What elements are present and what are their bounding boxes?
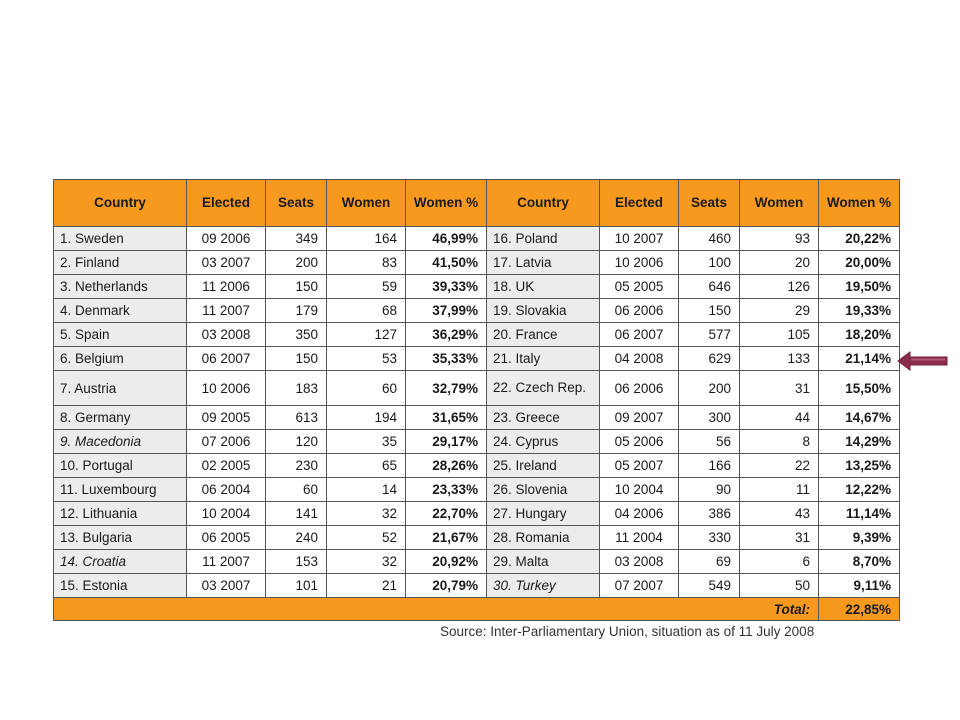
women-pct-cell: 9,11% [819, 574, 900, 598]
women-cell: 53 [327, 347, 406, 371]
seats-cell: 153 [266, 550, 327, 574]
seats-cell: 230 [266, 454, 327, 478]
women-pct-cell: 9,39% [819, 526, 900, 550]
country-cell: 20. France [487, 323, 600, 347]
seats-cell: 349 [266, 227, 327, 251]
country-cell: 18. UK [487, 275, 600, 299]
women-cell: 21 [327, 574, 406, 598]
elected-cell: 06 2006 [600, 371, 679, 406]
seats-cell: 150 [266, 275, 327, 299]
women-cell: 52 [327, 526, 406, 550]
women-pct-cell: 36,29% [406, 323, 487, 347]
table-row [54, 227, 900, 251]
seats-cell: 577 [679, 323, 740, 347]
country-cell: 24. Cyprus [487, 430, 600, 454]
women-pct-cell: 14,67% [819, 406, 900, 430]
elected-cell: 11 2007 [187, 299, 266, 323]
table-row [54, 454, 900, 478]
women-pct-cell: 12,22% [819, 478, 900, 502]
seats-cell: 179 [266, 299, 327, 323]
country-cell: 25. Ireland [487, 454, 600, 478]
elected-cell: 06 2007 [600, 323, 679, 347]
women-pct-cell: 23,33% [406, 478, 487, 502]
elected-cell: 06 2004 [187, 478, 266, 502]
elected-cell: 10 2006 [187, 371, 266, 406]
seats-cell: 166 [679, 454, 740, 478]
country-cell: 19. Slovakia [487, 299, 600, 323]
seats-cell: 350 [266, 323, 327, 347]
seats-cell: 460 [679, 227, 740, 251]
country-cell: 21. Italy [487, 347, 600, 371]
women-pct-cell: 13,25% [819, 454, 900, 478]
elected-cell: 07 2006 [187, 430, 266, 454]
women-pct-cell: 21,14% [819, 347, 900, 371]
women-pct-cell: 20,92% [406, 550, 487, 574]
table-row [54, 275, 900, 299]
seats-cell: 629 [679, 347, 740, 371]
table-row [54, 299, 900, 323]
header-women-pct: Women % [819, 180, 900, 227]
women-cell: 11 [740, 478, 819, 502]
country-cell: 23. Greece [487, 406, 600, 430]
women-cell: 20 [740, 251, 819, 275]
table-row [54, 347, 900, 371]
country-cell: 28. Romania [487, 526, 600, 550]
country-cell: 6. Belgium [54, 347, 187, 371]
header-row [54, 180, 900, 227]
women-pct-cell: 35,33% [406, 347, 487, 371]
seats-cell: 150 [679, 299, 740, 323]
women-cell: 31 [740, 371, 819, 406]
women-cell: 35 [327, 430, 406, 454]
seats-cell: 646 [679, 275, 740, 299]
header-women: Women [740, 180, 819, 227]
women-pct-cell: 15,50% [819, 371, 900, 406]
country-cell: 30. Turkey [487, 574, 600, 598]
women-pct-cell: 8,70% [819, 550, 900, 574]
country-cell: 13. Bulgaria [54, 526, 187, 550]
women-cell: 133 [740, 347, 819, 371]
seats-cell: 386 [679, 502, 740, 526]
seats-cell: 330 [679, 526, 740, 550]
header-elected: Elected [600, 180, 679, 227]
women-pct-cell: 22,70% [406, 502, 487, 526]
table-row [54, 323, 900, 347]
elected-cell: 05 2006 [600, 430, 679, 454]
women-pct-cell: 32,79% [406, 371, 487, 406]
seats-cell: 613 [266, 406, 327, 430]
header-seats: Seats [266, 180, 327, 227]
women-pct-cell: 46,99% [406, 227, 487, 251]
country-cell: 16. Poland [487, 227, 600, 251]
women-pct-cell: 31,65% [406, 406, 487, 430]
women-cell: 59 [327, 275, 406, 299]
seats-cell: 150 [266, 347, 327, 371]
table-row [54, 574, 900, 598]
women-cell: 68 [327, 299, 406, 323]
country-cell: 1. Sweden [54, 227, 187, 251]
elected-cell: 10 2006 [600, 251, 679, 275]
seats-cell: 101 [266, 574, 327, 598]
seats-cell: 240 [266, 526, 327, 550]
source-note: Source: Inter-Parliamentary Union, situation as of 11 July 2008 [440, 624, 815, 639]
elected-cell: 03 2008 [600, 550, 679, 574]
women-cell: 60 [327, 371, 406, 406]
table-row [54, 478, 900, 502]
total-value: 22,85% [819, 598, 900, 621]
women-cell: 29 [740, 299, 819, 323]
women-cell: 31 [740, 526, 819, 550]
country-cell: 2. Finland [54, 251, 187, 275]
women-pct-cell: 21,67% [406, 526, 487, 550]
country-cell: 3. Netherlands [54, 275, 187, 299]
table-row [54, 550, 900, 574]
elected-cell: 03 2007 [187, 251, 266, 275]
table-row [54, 526, 900, 550]
table-row [54, 430, 900, 454]
header-country: Country [487, 180, 600, 227]
elected-cell: 10 2007 [600, 227, 679, 251]
country-cell: 22. Czech Rep. [487, 371, 600, 406]
seats-cell: 60 [266, 478, 327, 502]
women-pct-cell: 28,26% [406, 454, 487, 478]
women-pct-cell: 39,33% [406, 275, 487, 299]
country-cell: 10. Portugal [54, 454, 187, 478]
country-cell: 15. Estonia [54, 574, 187, 598]
women-pct-cell: 29,17% [406, 430, 487, 454]
country-cell: 29. Malta [487, 550, 600, 574]
elected-cell: 09 2006 [187, 227, 266, 251]
elected-cell: 03 2007 [187, 574, 266, 598]
header-women-pct: Women % [406, 180, 487, 227]
country-cell: 8. Germany [54, 406, 187, 430]
elected-cell: 03 2008 [187, 323, 266, 347]
seats-cell: 549 [679, 574, 740, 598]
elected-cell: 11 2004 [600, 526, 679, 550]
header-elected: Elected [187, 180, 266, 227]
seats-cell: 200 [266, 251, 327, 275]
elected-cell: 09 2007 [600, 406, 679, 430]
women-cell: 14 [327, 478, 406, 502]
women-pct-cell: 41,50% [406, 251, 487, 275]
seats-cell: 183 [266, 371, 327, 406]
total-label: Total: [54, 598, 819, 621]
header-seats: Seats [679, 180, 740, 227]
seats-cell: 120 [266, 430, 327, 454]
elected-cell: 04 2006 [600, 502, 679, 526]
header-country: Country [54, 180, 187, 227]
country-cell: 14. Croatia [54, 550, 187, 574]
country-cell: 27. Hungary [487, 502, 600, 526]
women-pct-cell: 19,33% [819, 299, 900, 323]
seats-cell: 300 [679, 406, 740, 430]
table-row [54, 502, 900, 526]
elected-cell: 11 2006 [187, 275, 266, 299]
women-cell: 32 [327, 502, 406, 526]
women-pct-cell: 14,29% [819, 430, 900, 454]
women-cell: 8 [740, 430, 819, 454]
women-cell: 50 [740, 574, 819, 598]
table-row [54, 251, 900, 275]
women-pct-cell: 20,79% [406, 574, 487, 598]
country-cell: 9. Macedonia [54, 430, 187, 454]
elected-cell: 06 2007 [187, 347, 266, 371]
elected-cell: 06 2006 [600, 299, 679, 323]
elected-cell: 02 2005 [187, 454, 266, 478]
women-cell: 32 [327, 550, 406, 574]
seats-cell: 56 [679, 430, 740, 454]
women-cell: 6 [740, 550, 819, 574]
elected-cell: 04 2008 [600, 347, 679, 371]
seats-cell: 69 [679, 550, 740, 574]
women-cell: 22 [740, 454, 819, 478]
women-parliament-table [53, 179, 900, 621]
country-cell: 4. Denmark [54, 299, 187, 323]
women-pct-cell: 11,14% [819, 502, 900, 526]
elected-cell: 05 2007 [600, 454, 679, 478]
elected-cell: 10 2004 [187, 502, 266, 526]
women-cell: 127 [327, 323, 406, 347]
seats-cell: 141 [266, 502, 327, 526]
elected-cell: 07 2007 [600, 574, 679, 598]
country-cell: 11. Luxembourg [54, 478, 187, 502]
left-arrow-icon [897, 350, 949, 372]
women-cell: 164 [327, 227, 406, 251]
country-cell: 7. Austria [54, 371, 187, 406]
women-pct-cell: 20,22% [819, 227, 900, 251]
seats-cell: 200 [679, 371, 740, 406]
table-row [54, 371, 900, 406]
women-cell: 65 [327, 454, 406, 478]
women-cell: 194 [327, 406, 406, 430]
table-row [54, 406, 900, 430]
women-cell: 83 [327, 251, 406, 275]
country-cell: 26. Slovenia [487, 478, 600, 502]
country-cell: 5. Spain [54, 323, 187, 347]
elected-cell: 05 2005 [600, 275, 679, 299]
country-cell: 17. Latvia [487, 251, 600, 275]
header-women: Women [327, 180, 406, 227]
women-cell: 43 [740, 502, 819, 526]
total-row [54, 598, 900, 621]
women-pct-cell: 20,00% [819, 251, 900, 275]
women-cell: 44 [740, 406, 819, 430]
country-cell: 12. Lithuania [54, 502, 187, 526]
women-pct-cell: 37,99% [406, 299, 487, 323]
seats-cell: 100 [679, 251, 740, 275]
women-cell: 105 [740, 323, 819, 347]
elected-cell: 06 2005 [187, 526, 266, 550]
seats-cell: 90 [679, 478, 740, 502]
women-pct-cell: 19,50% [819, 275, 900, 299]
elected-cell: 11 2007 [187, 550, 266, 574]
women-cell: 93 [740, 227, 819, 251]
women-pct-cell: 18,20% [819, 323, 900, 347]
elected-cell: 10 2004 [600, 478, 679, 502]
women-cell: 126 [740, 275, 819, 299]
elected-cell: 09 2005 [187, 406, 266, 430]
